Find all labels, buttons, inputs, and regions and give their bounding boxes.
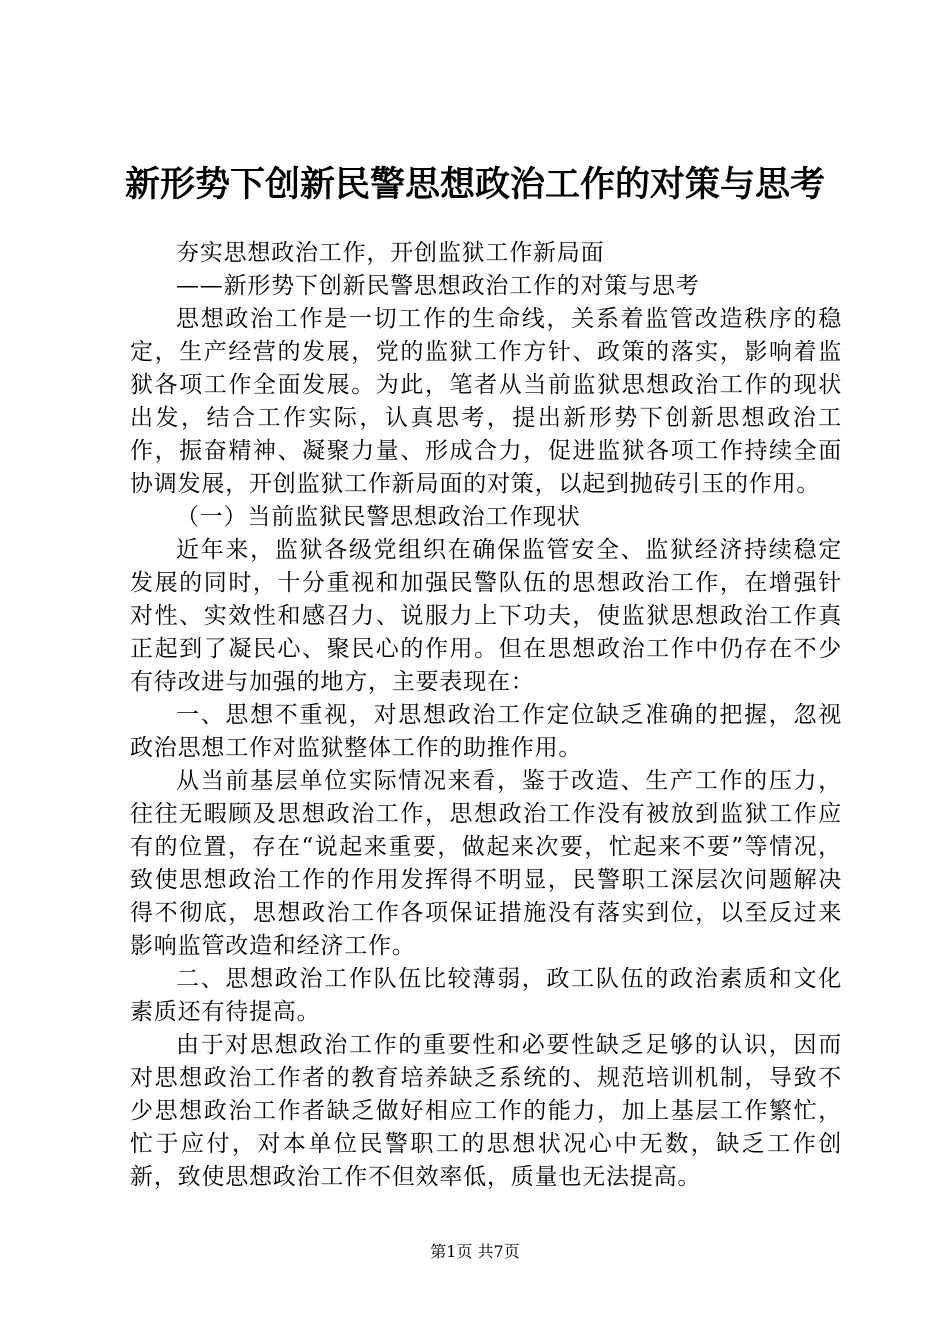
paragraph: 夯实思想政治工作，开创监狱工作新局面 [176, 240, 605, 266]
document-body [130, 237, 842, 1194]
paragraph: 由于对思想政治工作的重要性和必要性缺乏足够的认识，因而对思想政治工作者的教育培养缺乏系统的、规范培训机制，导致不少思想政治工作者缺乏做好相应工作的能力，加上基层工作繁忙，忙于应付，对本单位民警职工的思想状况心中无数，缺乏工作创新，致使思想政治工作不但效率低，质量也无法提高。 [130, 1032, 842, 1190]
paragraph: 思想政治工作是一切工作的生命线，关系着监管改造秩序的稳定，生产经营的发展，党的监狱工作方针、政策的落实，影响着监狱各项工作全面发展。为此，笔者从当前监狱思想政治工作的现状出发，结合工作实际，认真思考，提出新形势下创新思想政治工作，振奋精神、凝聚力量、形成合力，促进监狱各项工作持续全面协调发展，开创监狱工作新局面的对策，以起到抛砖引玉的作用。 [130, 306, 842, 497]
paragraph: 二、思想政治工作队伍比较薄弱，政工队伍的政治素质和文化素质还有待提高。 [130, 966, 842, 1025]
document-title: 新形势下创新民警思想政治工作的对策与思考 [124, 164, 825, 205]
paragraph: 一、思想不重视，对思想政治工作定位缺乏准确的把握，忽视政治思想工作对监狱整体工作的助推作用。 [130, 702, 842, 761]
paragraph: （一）当前监狱民警思想政治工作现状 [176, 504, 581, 530]
paragraph: 从当前基层单位实际情况来看，鉴于改造、生产工作的压力，往往无暇顾及思想政治工作，思想政治工作没有被放到监狱工作应有的位置，存在“说起来重要，做起来次要，忙起来不要”等情况，致使思想政治工作的作用发挥得不明显，民警职工深层次问题解决得不彻底，思想政治工作各项保证措施没有落实到位，以至反过来影响监管改造和经济工作。 [130, 768, 842, 959]
paragraph: 近年来，监狱各级党组织在确保监管安全、监狱经济持续稳定发展的同时，十分重视和加强民警队伍的思想政治工作，在增强针对性、实效性和感召力、说服力上下功夫，使监狱思想政治工作真正起到了凝民心、聚民心的作用。但在思想政治工作中仍存在不少有待改进与加强的地方，主要表现在： [130, 537, 842, 695]
page-footer: 第1页 共7页 [430, 1242, 520, 1261]
paragraph: ——新形势下创新民警思想政治工作的对策与思考 [176, 273, 700, 299]
